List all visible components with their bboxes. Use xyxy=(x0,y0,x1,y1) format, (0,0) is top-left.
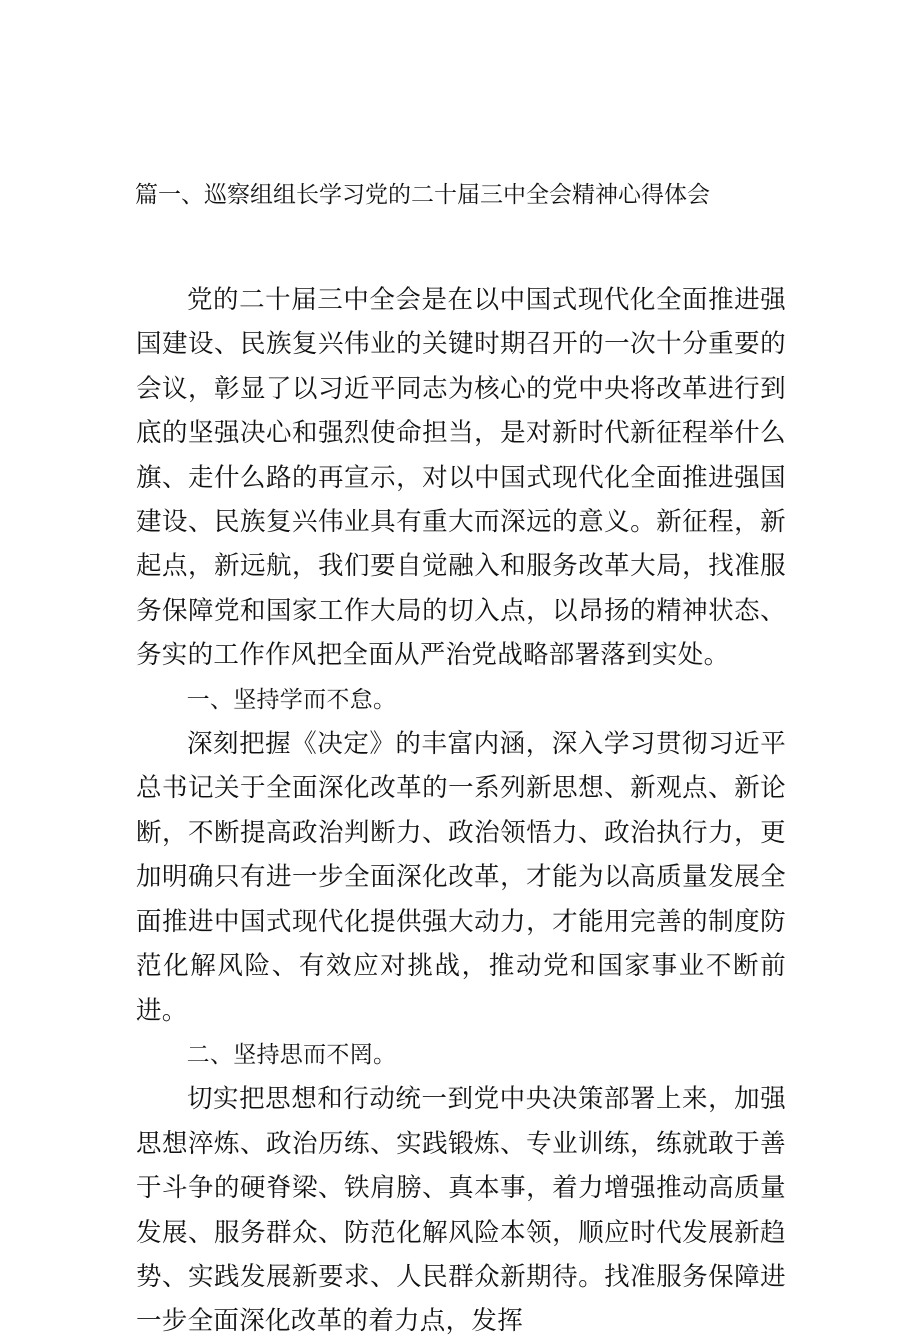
section-heading-2: 二、坚持思而不罔。 xyxy=(186,1041,397,1068)
paragraph-section-1: 深刻把握《决定》的丰富内涵，深入学习贯彻习近平总书记关于全面深化改革的一系列新思想、新观点、新论断，不断提高政治判断力、政治领悟力、政治执行力，更加明确只有进一步全面深化改革，才能为以高质量发展全面推进中国式现代化提供强大动力，才能用完善的制度防范化解风险、有效应对挑战，推动党和国家事业不断前进。 xyxy=(136,729,786,1026)
section-heading-1: 一、坚持学而不怠。 xyxy=(186,686,397,713)
paragraph-section-2: 切实把思想和行动统一到党中央决策部署上来，加强思想淬炼、政治历练、实践锻炼、专业训练，练就敢于善于斗争的硬脊梁、铁肩膀、真本事，着力增强推动高质量发展、服务群众、防范化解风险本领，顺应时代发展新趋势、实践发展新要求、人民群众新期待。找准服务保障进一步全面深化改革的着力点，发挥 xyxy=(136,1084,786,1337)
document-body xyxy=(136,278,786,1344)
paragraph-intro: 党的二十届三中全会是在以中国式现代化全面推进强国建设、民族复兴伟业的关键时期召开的一次十分重要的会议，彰显了以习近平同志为核心的党中央将改革进行到底的坚强决心和强烈使命担当，是对新时代新征程举什么旗、走什么路的再宣示，对以中国式现代化全面推进强国建设、民族复兴伟业具有重大而深远的意义。新征程，新起点，新远航，我们要自觉融入和服务改革大局，找准服务保障党和国家工作大局的切入点，以昂扬的精神状态、务实的工作作风把全面从严治党战略部署落到实处。 xyxy=(136,285,786,671)
document-title: 篇一、巡察组组长学习党的二十届三中全会精神心得体会 xyxy=(135,182,710,208)
